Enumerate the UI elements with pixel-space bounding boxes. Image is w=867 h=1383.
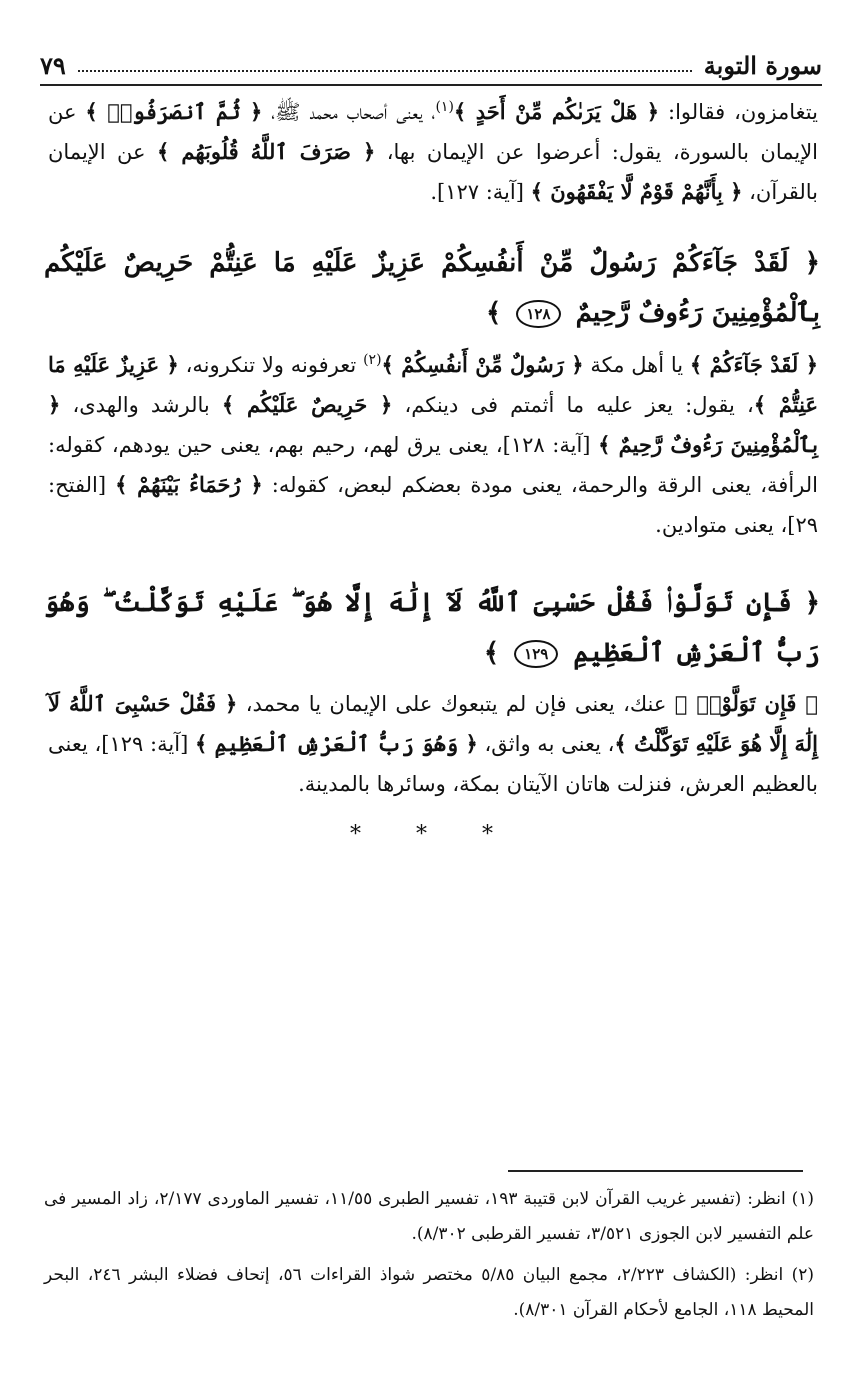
quran-quote: ﴿ بِأَنَّهُمْ قَوْمٌ لَّا يَفْقَهُونَ ﴾ [530,179,743,204]
quran-quote: ﴿ هَلْ يَرَىٰكُم مِّنْ أَحَدٍ ﴾ [453,99,660,124]
text-run: بالرشد والهدى، [60,393,222,417]
text-run: [آية: ١٢٩]، يعنى بالعظيم العرش، فنزلت هاتان الآيتان بمكة، وسائرها بالمدينة. [48,732,818,796]
text-run: [آية: ١٢٧]. [430,180,531,204]
quran-quote: ﴿ ثُمَّ ٱنصَرَفُوا۟ ﴾ [85,99,263,124]
text-run: عنك، يعنى فإن لم يتبعوك على الإيمان يا محمد، [237,692,675,716]
commentary-paragraph-1 [48,92,818,212]
footnote-2: (٢) انظر: (الكشاف ٢/٢٢٣، مجمع البيان ٥/٨٥ مختصر شواذ القراءات ٥٦، إتحاف فضلاء البشر ٢٤٦، البحر المحيط ١١٨، الجامع لأحكام القرآن ٨/٣٠١). [44,1265,815,1320]
quran-verse-129 [44,578,820,678]
verse-text: ﴿ لَقَدْ جَآءَكُمْ رَسُولٌ مِّنْ أَنفُسِكُمْ عَزِيزٌ عَلَيْهِ مَا عَنِتُّمْ حَرِيصٌ عَلَيْكُم بِٱلْمُؤْمِنِينَ رَءُوفٌ رَّحِيمٌ [44,248,820,328]
quran-quote: ﴿ وَهُوَ رَبُّ ٱلْعَرْشِ ٱلْعَظِيمِ ﴾ [194,731,478,756]
quran-quote: ﴿ فَإِن تَوَلَّوْا۟ ﴾ [674,691,819,716]
commentary-paragraph-3 [48,684,818,804]
quran-quote: ﴿ رُحَمَاءُ بَيْنَهُمْ ﴾ [115,472,263,497]
quran-quote: ﴿ فَقُلْ حَسْبِىَ ٱللَّهُ لَآ إِلَٰهَ إِلَّا هُوَ عَلَيْهِ تَوَكَّلْتُ ﴾ [48,691,819,756]
footnote-ref-1: (١) [435,99,454,115]
quran-quote: ﴿ صَرَفَ ٱللَّهُ قُلُوبَهُم ﴾ [157,139,376,164]
quran-quote: ﴿ رَسُولٌ مِّنْ أَنفُسِكُمْ ﴾ [381,352,584,377]
footnote-1: (١) انظر: (تفسير غريب القرآن لابن قتيبة ١٩٣، تفسير الطبرى ١١/٥٥، تفسير الماوردى ٢/١٧٧، زاد المسير فى علم التفسير لابن الجوزى ٣/٥٢١، تفسير القرطبى ٨/٣٠٢). [44,1189,815,1244]
text-run: تعرفونه ولا تنكرونه، [178,353,364,377]
text-run: ، يعنى أصحاب محمد ﷺ، [262,100,436,124]
surah-title: سورة التوبة [703,50,822,80]
text-run: عن الإيمان بالسورة، يقول: أعرضوا عن الإيمان بها، [48,100,819,164]
text-run: [آية: ١٢٨]، يعنى يرق لهم، رحيم بهم، يعنى حين يودهم، كقوله: الرأفة، يعنى الرقة والرحمة، يعنى مودة بعضكم لبعض، كقوله: [48,433,818,497]
text-run: عن الإيمان بالقرآن، [48,140,818,204]
quran-verse-128 [44,238,820,338]
verse-number-marker: ١٢٨ [516,300,560,328]
quran-quote: ﴿ لَقَدْ جَآءَكُمْ ﴾ [689,352,819,377]
page-number: ٧٩ [40,50,66,80]
header-rule [40,84,822,86]
verse-text: ﴿ فَإِن تَوَلَّوْا۟ فَقُلْ حَسْبِىَ ٱللَّهُ لَآ إِلَٰهَ إِلَّا هُوَ ۖ عَلَيْهِ تَوَكَّلْتُ ۖ وَهُوَ رَبُّ ٱلْعَرْشِ ٱلْعَظِيمِ [44,588,820,668]
text-run: ، يقول: يعز عليه ما أثمتم فى دينكم، [392,393,754,417]
text-run: يتغامزون، فقالوا: [659,100,818,124]
quran-quote: ﴿ عَزِيزٌ عَلَيْهِ مَا عَنِتُّمْ ﴾ [48,352,818,417]
text-run: يا أهل مكة [583,353,690,377]
section-separator: * * * [350,822,517,847]
commentary-paragraph-2 [48,345,818,545]
footnote-rule [508,1170,803,1172]
text-run: [الفتح: ٢٩]، يعنى متوادين. [48,473,818,537]
verse-closing-bracket: ﴾ [483,638,500,668]
header-leader-dots [78,58,692,72]
verse-number-marker: ١٢٩ [514,640,558,668]
text-run: ، يعنى به واثق، [477,732,615,756]
page-header [40,48,822,82]
quran-quote: ﴿ حَرِيصٌ عَلَيْكُم ﴾ [221,392,393,417]
verse-closing-bracket: ﴾ [486,298,502,328]
quran-quote: ﴿ بِٱلْمُؤْمِنِينَ رَءُوفٌ رَّحِيمٌ ﴾ [48,392,818,457]
footnote-ref-2: (٢) [363,352,382,368]
